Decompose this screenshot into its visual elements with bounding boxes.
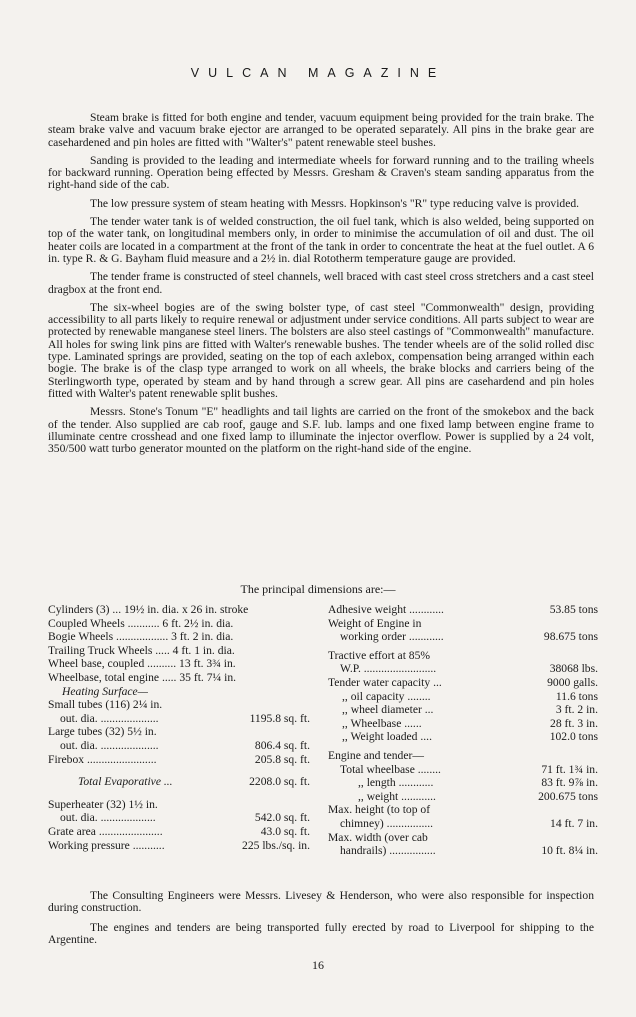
dim-label: out. dia. .................... — [60, 711, 159, 725]
paragraph-tender-frame: The tender frame is constructed of steel channels, well braced with cast steel cross stretchers and a cast steel dragbox at the front end. — [48, 270, 594, 296]
closing-text — [48, 890, 594, 953]
dim-row-tractive-effort — [328, 649, 598, 663]
dim-value: 102.0 tons — [549, 730, 598, 744]
dim-label: Firebox ........................ — [48, 752, 157, 766]
heading-text: Engine and tender— — [328, 748, 424, 762]
dim-value: 806.4 sq. ft. — [254, 738, 310, 752]
paragraph-brakes: Steam brake is fitted for both engine and tender, vacuum equipment being provided for the train brake. The steam brake valve and vacuum brake ejector are arranged to be operated separately. All pins in the brake gear are casehardened and pin holes are fitted with "Walter's" patent renewable steel bushes. — [48, 111, 594, 149]
dim-value: 71 ft. 1¾ in. — [541, 762, 598, 776]
dim-label: Tender water capacity ... — [328, 675, 442, 689]
dim-row-max-height — [328, 803, 598, 817]
dim-label: Large tubes (32) 5½ in. — [48, 725, 157, 739]
dim-row-weight — [328, 790, 598, 804]
dim-row-wheel-diameter — [328, 703, 598, 717]
dim-value: 225 lbs./sq. in. — [242, 838, 310, 852]
heating-surface-heading — [48, 685, 310, 699]
dim-label: out. dia. ................... — [60, 811, 156, 825]
dim-value: 10 ft. 8¼ in. — [541, 844, 598, 858]
dim-label: Coupled Wheels ........... 6 ft. 2½ in. dia. — [48, 616, 234, 630]
dim-row-working-pressure — [48, 839, 310, 853]
dim-row-trailing-wheels — [48, 644, 310, 658]
paragraph-sanding: Sanding is provided to the leading and intermediate wheels for forward running and to the trailing wheels for backward running. Operation being effected by Messrs. Gresham & Craven's steam sanding apparatus from the right-hand side of the cab. — [48, 153, 594, 192]
dim-row-grate-area — [48, 825, 310, 839]
dim-row-large-tubes-value — [48, 739, 310, 753]
dim-label: out. dia. .................... — [60, 738, 159, 752]
dim-label: Cylinders (3) ... — [48, 603, 122, 616]
dim-label: Tractive effort at 85% — [328, 648, 431, 662]
dim-row-weight-loaded — [328, 730, 598, 744]
page-number: 16 — [312, 958, 324, 972]
dim-label: W.P. ......................... — [340, 662, 437, 676]
dim-row-total-evaporative — [48, 775, 310, 789]
dim-row-superheater — [48, 798, 310, 812]
dim-label: ,, wheel diameter ... — [342, 703, 434, 717]
paragraph-bogies: The six-wheel bogies are of the swing bolster type, of cast steel "Commonwealth" design, providing accessibility to all parts likely to require renewal or adjustment under service conditions. All parts subject to wear are protected by renewable manganese steel liners. The bolsters are also steel castings of "Commonwealth" manufacture. All holes for swing link pins are fitted with Walter's renewable bushes. The tender wheels are of the solid rolled disc type. Laminated springs are provided, seating on the top of each axlebox, compensation being arranged within each bogie. The brake is of the clasp type arranged to work on all wheels, the brake blocks and carriers being of the Sterlingworth type, operated by steam and by hand through a screw gear. All pins are casehardend and pin holes fitted with Walter's patent renewable split bushes. — [48, 300, 594, 400]
dim-row-adhesive-weight — [328, 603, 598, 617]
dim-value: 1195.8 sq. ft. — [249, 711, 310, 725]
dimensions-left-column — [48, 603, 310, 852]
dim-label: Bogie Wheels .................. 3 ft. 2 in. dia. — [48, 630, 234, 644]
paragraph-transport: The engines and tenders are being transported fully erected by road to Liverpool for shipping to the Argentine. — [48, 920, 594, 946]
running-head: VULCAN MAGAZINE — [190, 66, 446, 80]
dim-label: Trailing Truck Wheels ..... 4 ft. 1 in. dia. — [48, 643, 235, 657]
dim-label: ,, length ............ — [358, 776, 434, 790]
paragraph-heating: The low pressure system of steam heating with Messrs. Hopkinson's "R" type reducing valve is provided. — [90, 196, 580, 210]
dim-value: 9000 galls. — [547, 675, 598, 689]
dim-row-bogie-wheels — [48, 630, 310, 644]
dim-row-large-tubes — [48, 725, 310, 739]
dim-value: 83 ft. 9⅞ in. — [541, 776, 598, 790]
dim-label: handrails) ................ — [340, 844, 436, 858]
dim-value: 11.6 tons — [555, 689, 598, 703]
dim-value: 98.675 tons — [543, 630, 598, 644]
dim-row-coupled-wheels — [48, 617, 310, 631]
dim-row-small-tubes-value — [48, 712, 310, 726]
dim-label: Working pressure ........... — [48, 838, 165, 852]
dim-row-oil-capacity — [328, 690, 598, 704]
dim-label: Grate area ...................... — [48, 824, 163, 838]
dim-row-length — [328, 776, 598, 790]
dim-label: working order ............ — [340, 630, 444, 644]
dim-label: Total wheelbase ........ — [340, 762, 441, 776]
dim-row-wheelbase-coupled — [48, 657, 310, 671]
heading-text: Heating Surface— — [62, 684, 148, 698]
dim-value: 19½ in. dia. x 26 in. stroke — [124, 603, 249, 616]
dimensions-right-column — [328, 603, 598, 858]
dim-label: ,, oil capacity ........ — [342, 689, 431, 703]
dim-row-cylinders — [48, 603, 310, 617]
dim-row-total-wheelbase — [328, 763, 598, 777]
dim-label: ,, weight ............ — [358, 789, 436, 803]
dim-row-max-height-value — [328, 817, 598, 831]
dim-label: Wheel base, coupled .......... 13 ft. 3¾ in. — [48, 657, 236, 671]
dim-value: 205.8 sq. ft. — [254, 752, 310, 766]
dim-label: Small tubes (116) 2¼ in. — [48, 698, 163, 712]
dim-value: 43.0 sq. ft. — [260, 824, 310, 838]
dimensions-caption: The principal dimensions are:— — [240, 582, 396, 596]
dim-value: 38068 lbs. — [549, 662, 598, 676]
dim-row-max-width-value — [328, 844, 598, 858]
dim-label: ,, Weight loaded .... — [342, 730, 432, 744]
dim-row-max-width — [328, 831, 598, 845]
dim-row-tender-water — [328, 676, 598, 690]
article-body — [48, 112, 594, 461]
dim-label: Superheater (32) 1½ in. — [48, 797, 158, 811]
dim-value: 3 ft. 2 in. — [555, 703, 598, 717]
dim-value: 542.0 sq. ft. — [254, 811, 310, 825]
paragraph-consulting-engineers: The Consulting Engineers were Messrs. Livesey & Henderson, who were also responsible for inspection during construction. — [48, 889, 594, 915]
dim-label: Max. height (to top of — [328, 803, 431, 817]
dim-row-engine-weight — [328, 617, 598, 631]
dim-row-firebox — [48, 753, 310, 767]
dim-row-small-tubes — [48, 698, 310, 712]
dim-row-superheater-value — [48, 811, 310, 825]
dim-value: 53.85 tons — [549, 603, 598, 616]
dim-row-tractive-effort-value — [328, 662, 598, 676]
paragraph-lighting: Messrs. Stone's Tonum "E" headlights and tail lights are carried on the front of the smokebox and the back of the tender. Also supplied are cab roof, gauge and S.F. lub. lamps and one fixed lamp between engine frame to illuminate centre crosshead and one fixed lamp to illuminate the injector overflow. Power is supplied by a 24 volt, 350/500 watt turbo generator mounted on the platform on the right-hand side of the engine. — [48, 405, 594, 456]
dim-value: 200.675 tons — [538, 789, 598, 803]
dim-row-engine-weight-value — [328, 630, 598, 644]
engine-tender-heading — [328, 749, 598, 763]
dim-label: Wheelbase, total engine ..... 35 ft. 7¼ in. — [48, 670, 237, 684]
dim-row-tender-wheelbase — [328, 717, 598, 731]
dim-label: ,, Wheelbase ...... — [342, 716, 422, 730]
dim-label: Total Evaporative ... — [78, 775, 173, 789]
dim-label: Adhesive weight ............ — [328, 603, 444, 616]
dim-label: chimney) ................ — [340, 816, 434, 830]
dim-label: Max. width (over cab — [328, 830, 428, 844]
dim-value: 28 ft. 3 in. — [550, 716, 598, 730]
dim-value: 2208.0 sq. ft. — [249, 775, 310, 789]
dim-value: 14 ft. 7 in. — [550, 816, 598, 830]
dim-row-wheelbase-total — [48, 671, 310, 685]
paragraph-water-tank: The tender water tank is of welded construction, the oil fuel tank, which is also welded, being supported on top of the water tank, on longitudinal members only, in order to minimise the accumulation of oil and dust. The oil heater coils are located in a compartment at the front of the tank in order to concentrate the heat at the fuel outlet. A 6 in. type R. & G. Bayham fluid measure and a 2½ in. dial Rototherm temperature gauge are provided. — [48, 215, 594, 265]
dim-label: Weight of Engine in — [328, 616, 422, 630]
